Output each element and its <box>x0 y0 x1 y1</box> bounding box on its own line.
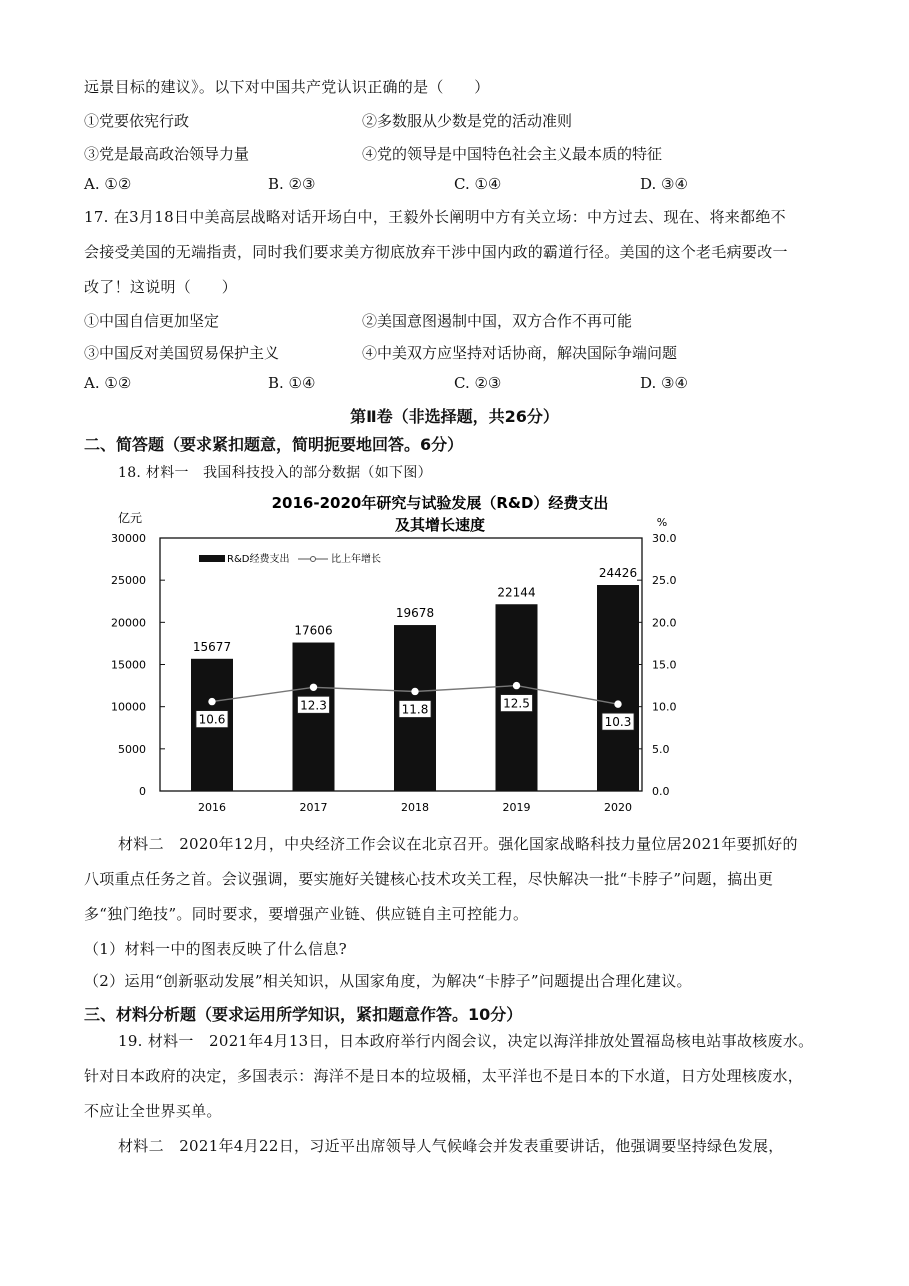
growth-value-label: 10.6 <box>198 712 226 727</box>
q19-line-1: 19. 材料一 2021年4月13日，日本政府举行内阁会议，决定以海洋排放处置福岛核电站事故核废水。 <box>118 1032 814 1050</box>
material2-line-1: 材料二 2020年12月，中央经济工作会议在北京召开。强化国家战略科技力量位居2021年要抓好的 <box>118 835 798 853</box>
x-tick-label: 2016 <box>198 801 226 814</box>
q16-item-4: ④党的领导是中国特色社会主义最本质的特征 <box>362 145 663 163</box>
x-tick-label: 2017 <box>299 801 328 814</box>
bar-value-label: 17606 <box>294 623 333 638</box>
x-tick-label: 2020 <box>604 801 632 814</box>
left-tick-label: 15000 <box>111 658 146 672</box>
section-2-heading: 二、简答题（要求紧扣题意，简明扼要地回答。6分） <box>84 435 464 454</box>
growth-value-label: 11.8 <box>401 702 429 717</box>
legend-bar-label: R&D经费支出 <box>227 554 290 565</box>
chart-title: 2016-2020年研究与试验发展（R&D）经费支出 <box>271 494 609 512</box>
chart-subtitle: 及其增长速度 <box>394 516 486 534</box>
growth-value-label: 10.3 <box>604 715 632 730</box>
q17-item-2: ②美国意图遏制中国，双方合作不再可能 <box>362 312 633 330</box>
q19-line-4: 材料二 2021年4月22日，习近平出席领导人气候峰会并发表重要讲话，他强调要坚持绿色发展， <box>118 1137 784 1155</box>
bar-value-label: 24426 <box>598 566 638 581</box>
left-tick-label: 30000 <box>111 532 146 545</box>
q17-choice-a: A. ①② <box>84 374 132 392</box>
growth-point <box>310 684 316 690</box>
left-tick-label: 0 <box>139 785 146 798</box>
legend-line-label: 比上年增长 <box>331 554 381 565</box>
q17-line-1: 17. 在3月18日中美高层战略对话开场白中，王毅外长阐明中方有关立场：中方过去、现在、将来都绝不 <box>84 208 786 226</box>
q16-item-1: ①党要依宪行政 <box>84 112 190 130</box>
right-tick-label: 15.0 <box>652 658 677 672</box>
q16-choice-c: C. ①④ <box>454 175 502 193</box>
right-tick-label: 5.0 <box>652 742 670 756</box>
bar-2020 <box>597 585 639 791</box>
q17-choice-b: B. ①④ <box>268 374 316 392</box>
growth-point <box>209 698 215 704</box>
x-tick-label: 2018 <box>401 801 429 814</box>
right-axis-unit: % <box>656 516 668 529</box>
growth-point <box>412 688 418 694</box>
q16-intro: 远景目标的建议》。以下对中国共产党认识正确的是（ ） <box>84 78 490 96</box>
growth-point <box>513 682 519 688</box>
bar-value-label: 15677 <box>192 639 232 654</box>
growth-point <box>615 701 621 707</box>
q17-item-1: ①中国自信更加坚定 <box>84 312 220 330</box>
q18-sub-2: （2）运用“创新驱动发展”相关知识，从国家角度，为解决“卡脖子”问题提出合理化建议。 <box>84 972 692 990</box>
right-tick-label: 30.0 <box>652 532 677 545</box>
bar-value-label: 19678 <box>395 606 435 621</box>
q18-sub-1: （1）材料一中的图表反映了什么信息? <box>84 940 347 958</box>
left-tick-label: 25000 <box>111 574 146 588</box>
growth-value-label: 12.5 <box>503 696 530 711</box>
q17-choice-c: C. ②③ <box>454 374 502 392</box>
left-tick-label: 20000 <box>111 616 146 630</box>
q16-item-2: ②多数服从少数是党的活动准则 <box>362 112 573 130</box>
q16-choice-b: B. ②③ <box>268 175 316 193</box>
right-tick-label: 20.0 <box>652 616 677 630</box>
q16-choice-d: D. ③④ <box>640 175 688 193</box>
material2-line-3: 多“独门绝技”。同时要求，要增强产业链、供应链自主可控能力。 <box>84 905 529 923</box>
q17-item-4: ④中美双方应坚持对话协商，解决国际争端问题 <box>362 344 678 362</box>
right-tick-label: 0.0 <box>652 785 670 798</box>
q16-choice-a: A. ①② <box>84 175 132 193</box>
section-2-title: 第Ⅱ卷（非选择题，共26分） <box>350 407 559 426</box>
x-tick-label: 2019 <box>502 801 531 814</box>
q19-line-2: 针对日本政府的决定，多国表示：海洋不是日本的垃圾桶，太平洋也不是日本的下水道，日方处理核废水， <box>84 1067 804 1085</box>
q18-intro: 18. 材料一 我国科技投入的部分数据（如下图） <box>118 465 432 481</box>
q17-line-3: 改了！这说明（ ） <box>84 278 238 296</box>
left-tick-label: 10000 <box>111 700 146 714</box>
q17-choice-d: D. ③④ <box>640 374 688 392</box>
material2-line-2: 八项重点任务之首。会议强调，要实施好关键核心技术攻关工程，尽快解决一批“卡脖子”问题，搞出更 <box>84 870 774 888</box>
left-tick-label: 5000 <box>118 742 146 756</box>
bar-value-label: 22144 <box>497 585 536 600</box>
growth-value-label: 12.3 <box>300 698 327 713</box>
rd-expenditure-chart <box>100 488 700 818</box>
q17-item-3: ③中国反对美国贸易保护主义 <box>84 344 280 362</box>
q16-item-3: ③党是最高政治领导力量 <box>84 145 250 163</box>
right-tick-label: 10.0 <box>652 700 677 714</box>
section-3-heading: 三、材料分析题（要求运用所学知识，紧扣题意作答。10分） <box>84 1005 523 1024</box>
q19-line-3: 不应让全世界买单。 <box>84 1102 222 1120</box>
q17-line-2: 会接受美国的无端指责，同时我们要求美方彻底放弃干涉中国内政的霸道行径。美国的这个老毛病要改一 <box>84 243 788 261</box>
bar-2017 <box>293 643 335 791</box>
left-axis-unit: 亿元 <box>117 511 143 525</box>
legend-bar-swatch <box>199 555 225 562</box>
legend-line-marker <box>311 557 316 562</box>
right-tick-label: 25.0 <box>652 574 677 588</box>
